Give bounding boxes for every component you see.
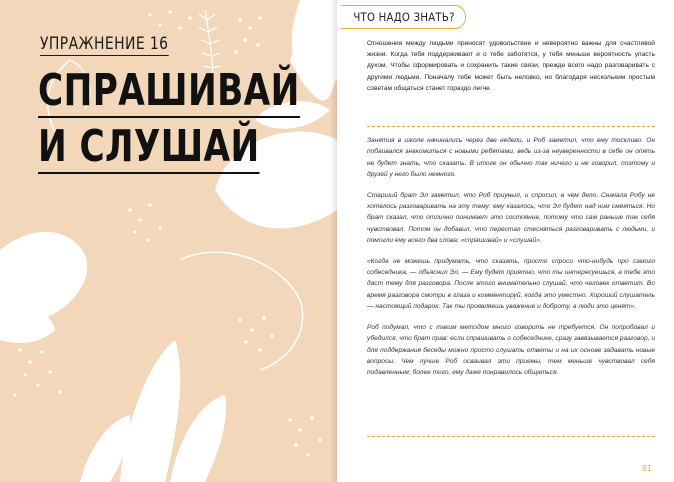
right-page [337, 0, 674, 482]
dashed-divider-bottom [367, 436, 655, 437]
story-paragraph: Старший брат Эл заметил, что Роб приуныл, и спросил, в чем дело. Сначала Робу не хотелось разговаривать на эту тему: ему казалось, что Эл будет над ним смеяться. Но брат сказал, что отлично понимает это состояние, потому что сам раньше так себя чувствовал. Потом он добавил, что перестал стесняться разговаривать с людьми, и помогли ему всего два слова: «спрашивай» и «слушай». [367, 191, 655, 245]
page-title-line-1: СПРАШИВАЙ [38, 65, 300, 116]
exercise-label: УПРАЖНЕНИЕ 16 [40, 34, 169, 54]
story-block [367, 135, 655, 388]
story-paragraph: «Когда не можешь придумать, что сказать, просто спроси что-нибудь про самого собеседника, — объяснил Эл. — Ему будет приятно, что ты интересуешься, а тебе это даст тему для разговора. После этого внимательно слушай, что человек ответит. Во время разговора смотри в глаза и комментируй, когда это уместно. Хороший слушатель — настоящий подарок. Так ты проявляешь уважение и доброту, а люди это ценят». [367, 257, 655, 311]
page-title-line-2: И СЛУШАЙ [38, 121, 260, 172]
page-number: 81 [641, 464, 652, 473]
story-paragraph: Роб подумал, что с таким методом много говорить не требуется. Он попробовал и убедился, что брат прав: если спрашивать о собеседнике, сразу завязывается разговор, и для поддержания беседы можно просто слушать ответы и на их основе задавать новые вопросы. Чем лучше Роб осваивал эти приемы, тем меньше чувствовал себя подавленным; более того, ему даже понравилось общаться. [367, 323, 655, 377]
dashed-divider-top [367, 126, 655, 127]
section-tab: ЧТО НАДО ЗНАТЬ? [341, 5, 466, 29]
intro-paragraph: Отношения между людьми приносят удовольствие и невероятно важны для счастливой жизни. Когда тебя поддерживают и о тебе заботятся, у тебя меньше вероятность упасть духом. Чтобы сформировать и сохранить такие связи, прежде всего надо разговаривать с другими людьми. Поначалу тебе может быть неловко, но благодаря нескольким простым советам общаться станет гораздо легче. [367, 40, 655, 92]
story-paragraph: Занятия в школе начинались через две недели, и Роб заметил, что ему тоскливо. Он побаивался знакомиться с новыми ребятами, ведь из-за неуверенности в себе он опять не будет знать, что сказать. В итоге он обычно так ничего и не говорил, поэтому и друзей у него было немного. [367, 137, 655, 179]
